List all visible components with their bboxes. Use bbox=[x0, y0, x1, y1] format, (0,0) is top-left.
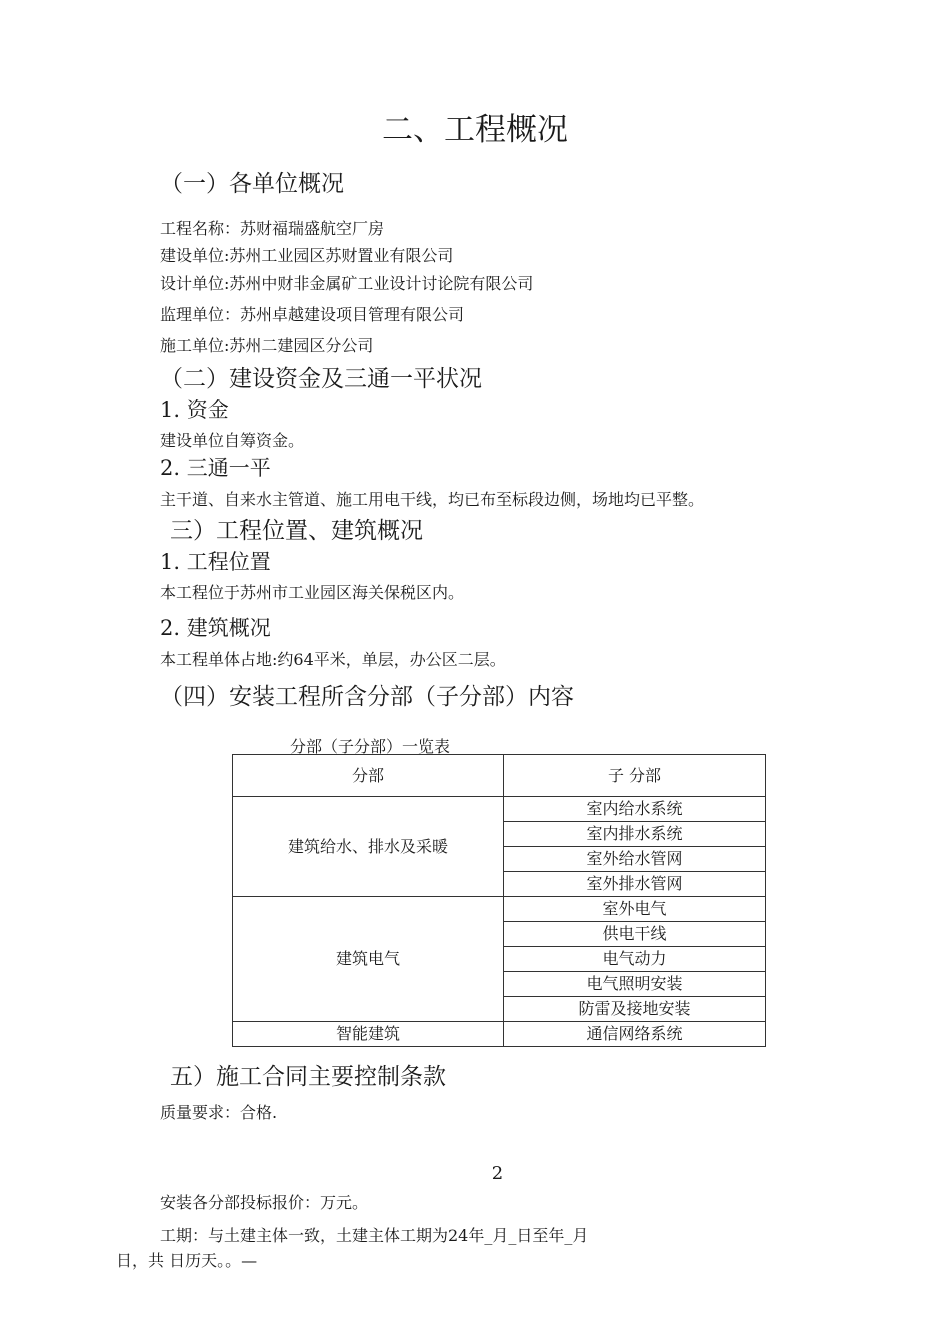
subdivision-cell: 通信网络系统 bbox=[504, 1022, 766, 1047]
utilities-heading: 2. 三通一平 bbox=[160, 456, 271, 480]
section3-heading: 三）工程位置、建筑概况 bbox=[170, 518, 423, 544]
table-row bbox=[233, 797, 766, 822]
subdivision-cell: 供电干线 bbox=[504, 922, 766, 947]
funds-heading: 1. 资金 bbox=[160, 398, 229, 422]
page-number: 2 bbox=[491, 1163, 504, 1184]
subdivision-cell: 室外给水管网 bbox=[504, 847, 766, 872]
header-division: 分部 bbox=[233, 755, 504, 797]
subdivision-cell: 室外排水管网 bbox=[504, 872, 766, 897]
location-heading: 1. 工程位置 bbox=[160, 550, 271, 574]
building-text: 本工程单体占地:约64平米，单层，办公区二层。 bbox=[160, 650, 506, 669]
division-cell: 智能建筑 bbox=[233, 1022, 504, 1047]
section4-heading: （四）安装工程所含分部（子分部）内容 bbox=[160, 684, 574, 710]
table-header-row bbox=[233, 755, 766, 797]
price-text: 安装各分部投标报价：万元。 bbox=[160, 1193, 369, 1212]
division-cell: 建筑给水、排水及采暖 bbox=[233, 797, 504, 897]
table-row bbox=[233, 897, 766, 922]
period-text-line2: 日，共 日历天。。— bbox=[116, 1251, 258, 1270]
table-caption: 分部（子分部）一览表 bbox=[290, 737, 451, 756]
subdivision-cell: 防雷及接地安装 bbox=[504, 997, 766, 1022]
designer-line: 设计单位:苏州中财非金属矿工业设计讨论院有限公司 bbox=[160, 274, 534, 293]
quality-text: 质量要求：合格. bbox=[160, 1103, 278, 1122]
subdivision-cell: 电气动力 bbox=[504, 947, 766, 972]
subdivision-cell: 室内排水系统 bbox=[504, 822, 766, 847]
subdivision-cell: 室外电气 bbox=[504, 897, 766, 922]
page-title: 二、工程概况 bbox=[382, 112, 568, 148]
header-subdivision: 子 分部 bbox=[504, 755, 766, 797]
project-name-line: 工程名称：苏财福瑞盛航空厂房 bbox=[160, 219, 385, 238]
division-cell: 建筑电气 bbox=[233, 897, 504, 1022]
section2-heading: （二）建设资金及三通一平状况 bbox=[160, 366, 482, 392]
table-row bbox=[233, 1022, 766, 1047]
funds-text: 建设单位自筹资金。 bbox=[160, 431, 305, 450]
contractor-line: 施工单位:苏州二建园区分公司 bbox=[160, 336, 374, 355]
subdivision-cell: 室内给水系统 bbox=[504, 797, 766, 822]
subdivision-table bbox=[232, 754, 766, 1047]
building-heading: 2. 建筑概况 bbox=[160, 616, 271, 640]
supervisor-line: 监理单位：苏州卓越建设项目管理有限公司 bbox=[160, 305, 465, 324]
owner-line: 建设单位:苏州工业园区苏财置业有限公司 bbox=[160, 246, 454, 265]
location-text: 本工程位于苏州市工业园区海关保税区内。 bbox=[160, 583, 465, 602]
subdivision-cell: 电气照明安装 bbox=[504, 972, 766, 997]
utilities-text: 主干道、自来水主管道、施工用电干线，均已布至标段边侧，场地均已平整。 bbox=[160, 490, 705, 509]
section5-heading: 五）施工合同主要控制条款 bbox=[170, 1064, 446, 1090]
period-text-line1: 工期：与土建主体一致，土建主体工期为24年_月_日至年_月 bbox=[160, 1226, 589, 1245]
section1-heading: （一）各单位概况 bbox=[160, 171, 344, 197]
